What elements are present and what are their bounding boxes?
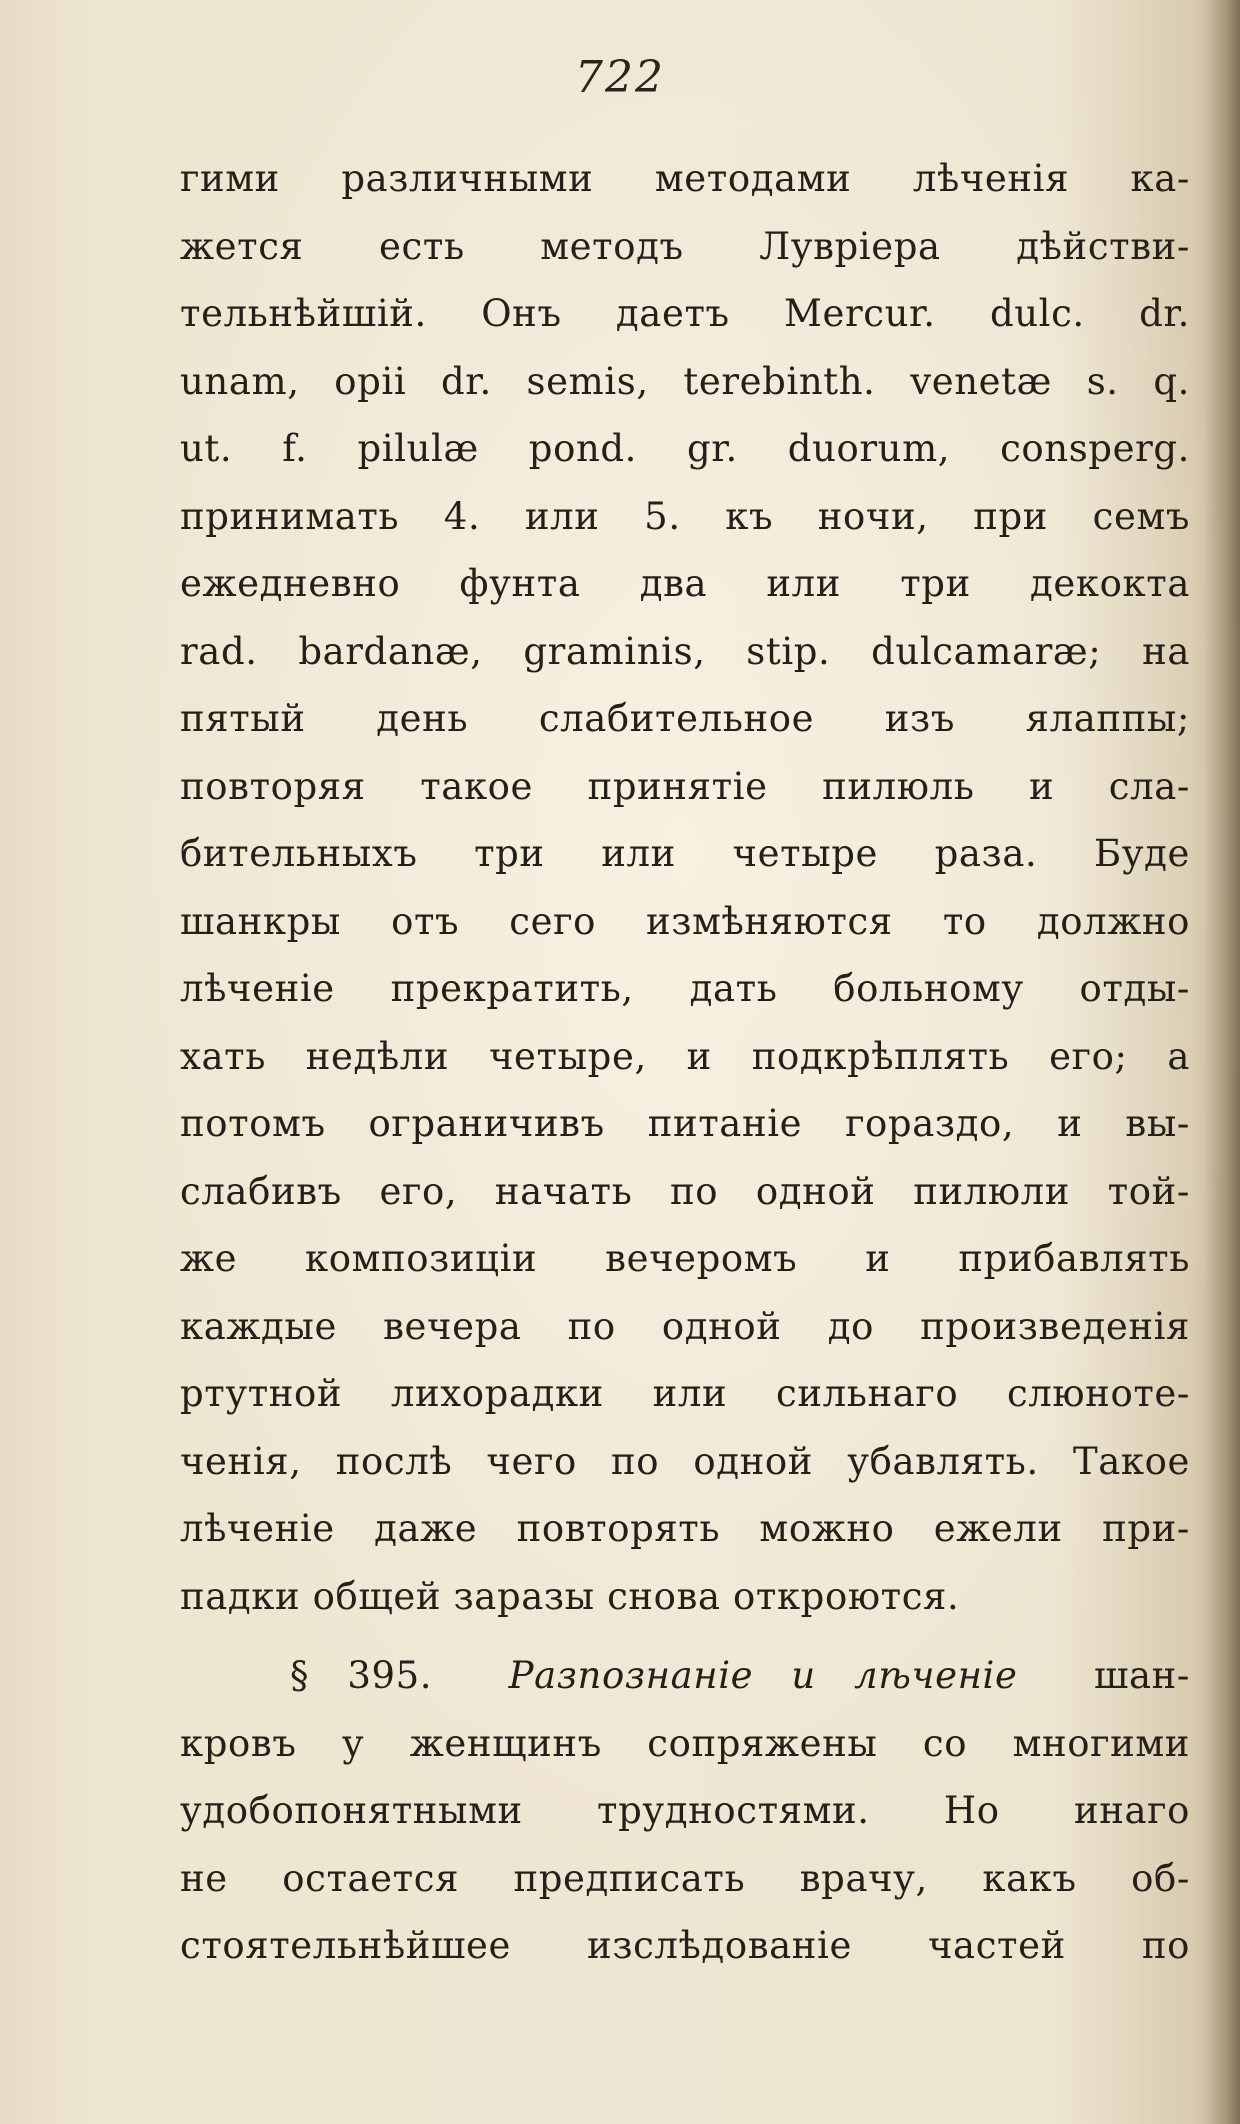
text-line: принимать 4. или 5. къ ночи, при семъ [180,494,1190,538]
text-line: жется есть методъ Лувріера дѣйстви- [180,224,1190,268]
page-number: 722 [575,52,665,103]
section-heading-tail: шан- [1093,1654,1190,1697]
text-line: слабивъ его, начать по одной пилюли той- [180,1169,1190,1213]
paragraph [180,145,1190,1630]
text-line: кровъ у женщинъ сопряжены со многими [180,1721,1190,1765]
text-line: шанкры отъ сего измѣняются то должно [180,899,1190,943]
text-line: хать недѣли четыре, и подкрѣплять его; а [180,1034,1190,1078]
text-line: ut. f. pilulæ pond. gr. duorum, consperg. [180,427,1190,470]
text-line: падки общей заразы снова откроются. [180,1574,960,1618]
text-line: unam, opii dr. semis, terebinth. venetæ s. q. [180,359,1190,403]
text-line: ежедневно фунта два или три декокта [180,562,1190,605]
section-paragraph [180,1642,1190,1980]
section-heading-line [180,1642,1190,1710]
text-line: потомъ ограничивъ питаніе гораздо, и вы- [180,1102,1190,1145]
text-line: удобопонятными трудностями. Но инаго [180,1789,1190,1832]
text-line: каждые вечера по одной до произведенія [180,1304,1190,1348]
text-line: же композиціи вечеромъ и прибавлять [180,1237,1190,1280]
text-line: лѣченіе прекратить, дать больному отды- [180,967,1190,1010]
text-line: тельнѣйшій. Онъ даетъ Mercur. dulc. dr. [180,292,1190,335]
section-title: Разпознаніе и лѣченіе [508,1654,1018,1697]
text-line: лѣченіе даже повторять можно ежели при- [180,1507,1190,1550]
text-line: стоятельнѣйшее изслѣдованіе частей по [180,1924,1190,1967]
text-line: гими различными методами лѣченія ка- [180,157,1190,200]
page-binding-shadow [1204,0,1240,2124]
text-line: повторяя такое принятіе пилюль и сла- [180,764,1190,808]
text-line: rad. bardanæ, graminis, stip. dulcamaræ; на [180,629,1190,673]
text-line: не остается предписать врачу, какъ об- [180,1856,1190,1900]
text-line: бительныхъ три или четыре раза. Буде [180,832,1190,875]
text-line: пятый день слабительное изъ ялаппы; [180,697,1190,740]
text-line: ртутной лихорадки или сильнаго слюноте- [180,1372,1190,1415]
section-number: § 395. [290,1654,433,1697]
page-text [180,145,1190,1980]
text-line: ченія, послѣ чего по одной убавлять. Такое [180,1439,1190,1483]
